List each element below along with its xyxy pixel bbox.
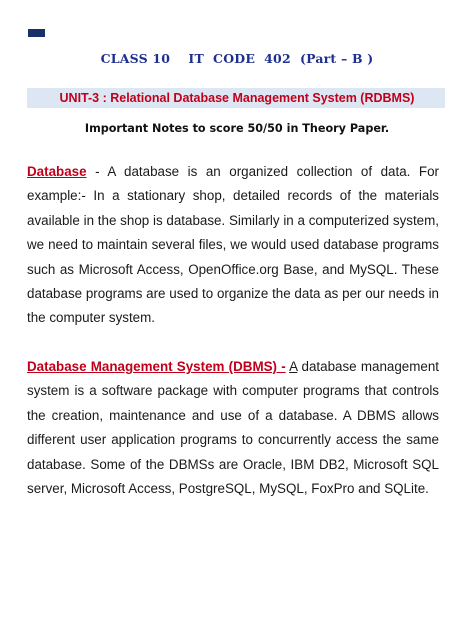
corner-mark <box>28 29 45 37</box>
class-title: CLASS 10 IT CODE 402 (Part – B ) <box>100 51 374 66</box>
database-separator: - <box>86 164 108 179</box>
unit-title: UNIT-3 : Relational Database Management System (RDBMS) <box>59 91 415 105</box>
dbms-first-letter: A <box>289 359 298 374</box>
notes-subtitle: Important Notes to score 50/50 in Theory Paper. <box>84 122 390 135</box>
dbms-term: Database Management System (DBMS) - <box>27 359 286 374</box>
dbms-paragraph <box>27 355 439 501</box>
database-paragraph <box>27 160 439 331</box>
dbms-definition: database management system is a software package with computer programs that controls the creation, maintenance and use of a database. A DBMS allows different user application programs to concurrently access the same database. Some of the DBMSs are Oracle, IBM DB2, Microsoft SQL server, Microsoft Access, PostgreSQL, MySQL, FoxPro and SQLite. <box>27 359 439 497</box>
database-term: Database <box>27 164 87 179</box>
database-definition: A database is an organized collection of data. For example:- In a stationary shop, detailed records of the materials available in the shop is database. Similarly in a computerized system, we need to maintain several files, we would used database programs such as Microsoft Access, OpenOffice.org Base, and MySQL. These database programs are used to organize the data as per our needs in the computer system. <box>27 164 439 326</box>
